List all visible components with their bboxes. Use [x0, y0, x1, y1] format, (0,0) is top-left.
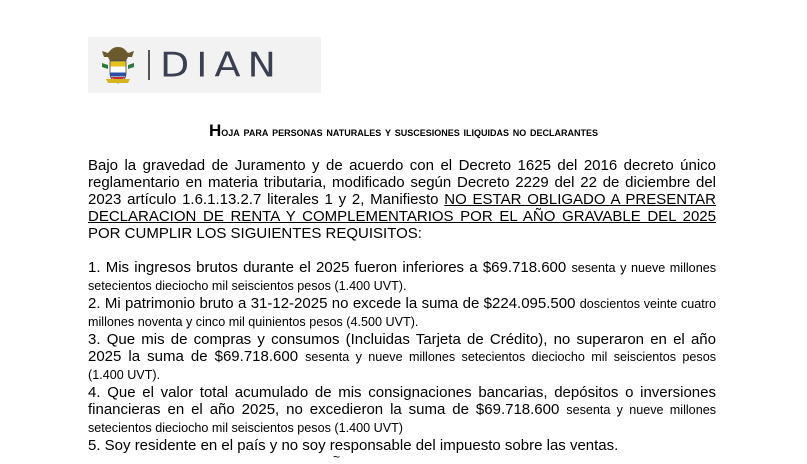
requirement-item: [88, 437, 716, 455]
requirement-amount-words: sesenta y nueve millones setecientos dieciocho mil seiscientos pesos (1.400 UVT).: [88, 350, 716, 382]
requirement-main: 4. Que el valor total acumulado de mis consignaciones bancarias, depósitos o inversiones financieras en el año 2025, no excedieron la suma de $69.718.600: [88, 384, 716, 418]
requirements-list: [88, 259, 716, 455]
requirement-amount-words: sesenta y nueve millones setecientos dieciocho mil seiscientos pesos (1.400 UVT): [88, 403, 716, 435]
requirement-amount-words: sesenta y nueve millones setecientos dieciocho mil seiscientos pesos (1.400 UVT).: [88, 261, 716, 293]
title-initial: H: [209, 121, 222, 140]
requirement-item: [88, 259, 716, 295]
cut-off-text: ~: [333, 450, 341, 464]
requirement-item: [88, 295, 716, 331]
requirement-main: 2. Mi patrimonio bruto a 31-12-2025 no excede la suma de $224.095.500: [88, 295, 580, 312]
requirement-main: 5. Soy residente en el país y no soy responsable del impuesto sobre las ventas.: [88, 437, 619, 454]
intro-underlined: NO ESTAR OBLIGADO A PRESENTAR DECLARACION DE RENTA Y COMPLEMENTARIOS POR EL AÑO GRAVABLE DEL 2025: [88, 191, 716, 225]
requirement-main: 3. Que mis de compras y consumos (Incluidas Tarjeta de Crédito), no superaron en el año 2025 la suma de $69.718.600: [88, 331, 716, 365]
title-rest: oja para personas naturales y suscesiones iliquidas no declarantes: [221, 124, 598, 139]
colombia-coat-of-arms-icon: [96, 43, 140, 87]
intro-paragraph: [88, 157, 716, 242]
requirement-main: 1. Mis ingresos brutos durante el 2025 fueron inferiores a $69.718.600: [88, 259, 572, 276]
requirement-amount-words: doscientos veinte cuatro millones noventa y cinco mil quinientos pesos (4.500 UVT).: [88, 297, 716, 329]
document-body: [88, 157, 716, 455]
requirement-item: [88, 384, 716, 437]
intro-before: Bajo la gravedad de Juramento y de acuerdo con el Decreto 1625 del 2016 decreto único reglamentario en materia tributaria, modificado según Decreto 2229 del 22 de diciembre del 2023 artículo 1.6.1.13.2.7 literales 1 y 2, Manifiesto: [88, 157, 716, 208]
dian-wordmark: DIAN: [160, 45, 283, 85]
document-title: [0, 121, 807, 141]
intro-after: POR CUMPLIR LOS SIGUIENTES REQUISITOS:: [88, 225, 422, 242]
dian-logo: [88, 37, 321, 93]
logo-divider: [148, 50, 150, 80]
requirement-item: [88, 331, 716, 384]
